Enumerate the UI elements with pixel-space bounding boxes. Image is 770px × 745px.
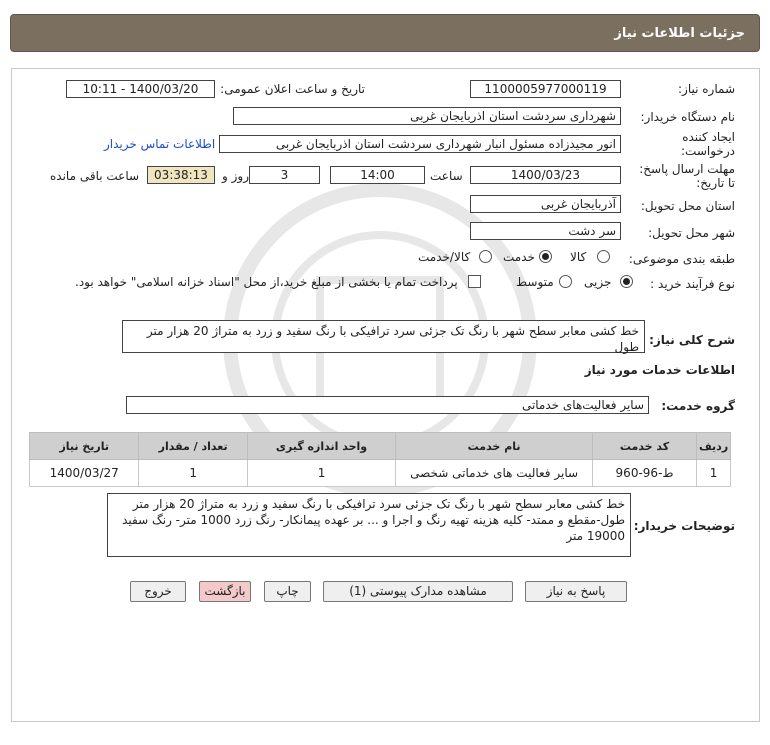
- purchase-option-medium: متوسط: [516, 275, 554, 289]
- announce-label: تاریخ و ساعت اعلان عمومی:: [220, 82, 365, 96]
- col-qty-header: تعداد / مقدار: [139, 433, 247, 460]
- category-radio-goods[interactable]: [597, 250, 610, 263]
- deadline-time-label: ساعت: [430, 169, 463, 183]
- cell-code: ط-96-960: [592, 460, 696, 487]
- treasury-note: پرداخت تمام یا بخشی از مبلغ خرید،از محل "اسناد خزانه اسلامی" خواهد بود.: [75, 275, 458, 289]
- category-radio-service[interactable]: [539, 250, 552, 263]
- deadline-time-field: 14:00: [330, 166, 425, 184]
- province-field: آذربایجان غربی: [470, 195, 621, 213]
- deadline-label-1: مهلت ارسال پاسخ:: [639, 162, 735, 176]
- page-title: جزئیات اطلاعات نیاز: [614, 26, 745, 41]
- announce-field: 1400/03/20 - 10:11: [66, 80, 215, 98]
- cell-qty: 1: [139, 460, 247, 487]
- treasury-checkbox[interactable]: [468, 275, 481, 288]
- buyer-field: شهرداری سردشت استان اذربایجان غربی: [233, 107, 621, 125]
- buyer-label: نام دستگاه خریدار:: [640, 110, 735, 124]
- category-option-service: خدمت: [503, 250, 535, 264]
- cell-unit: 1: [247, 460, 395, 487]
- buyer-notes-field: خط کشی معابر سطح شهر با رنگ تک جزئی سرد ترافیکی با رنگ سفید و زرد به متراژ 20 هزار متر طول-مقطع و ممتد- کلیه هزینه تهیه رنگ و اجرا و ... بر عهده پیمانکار- رنگ زرد 1000 متر- رنگ سفید 19000 متر: [107, 493, 631, 557]
- buyer-notes-label: توضیحات خریدار:: [633, 519, 735, 533]
- city-label: شهر محل تحویل:: [648, 226, 735, 240]
- deadline-days-label: روز و: [222, 169, 249, 183]
- buyer-contact-link[interactable]: اطلاعات تماس خریدار: [104, 137, 216, 151]
- need-number-field: 1100005977000119: [470, 80, 621, 98]
- reply-button[interactable]: پاسخ به نیاز: [525, 581, 627, 602]
- view-attachments-button[interactable]: مشاهده مدارک پیوستی (1): [323, 581, 513, 602]
- back-button[interactable]: بازگشت: [199, 581, 251, 602]
- purchase-option-minor: جزیی: [584, 275, 612, 289]
- need-number-label: شماره نیاز:: [678, 82, 735, 96]
- summary-label: شرح کلی نیاز:: [649, 333, 735, 347]
- deadline-days-field: 3: [249, 166, 320, 184]
- col-code-header: کد خدمت: [592, 433, 696, 460]
- cell-date: 1400/03/27: [30, 460, 139, 487]
- cell-row: 1: [697, 460, 731, 487]
- services-info-title: اطلاعات خدمات مورد نیاز: [584, 363, 735, 377]
- category-option-goods-service: کالا/خدمت: [418, 250, 471, 264]
- deadline-date-field: 1400/03/23: [470, 166, 621, 184]
- creator-field: انور مجیدزاده مسئول انبار شهرداری سردشت استان اذربایجان غربی: [219, 135, 621, 153]
- exit-button[interactable]: خروج: [130, 581, 186, 602]
- page-header: [10, 14, 760, 52]
- summary-field: خط کشی معابر سطح شهر با رنگ تک جزئی سرد ترافیکی با رنگ سفید و زرد به متراژ 20 هزار متر طول: [122, 320, 645, 353]
- col-name-header: نام خدمت: [396, 433, 593, 460]
- print-button[interactable]: چاپ: [264, 581, 311, 602]
- province-label: استان محل تحویل:: [640, 199, 735, 213]
- purchase-radio-medium[interactable]: [559, 275, 572, 288]
- services-table: [29, 432, 731, 487]
- col-unit-header: واحد اندازه گیری: [247, 433, 395, 460]
- purchase-radio-minor[interactable]: [620, 275, 633, 288]
- creator-label-1: ایجاد کننده: [682, 130, 735, 144]
- remaining-time-field: 03:38:13: [147, 166, 215, 184]
- city-field: سر دشت: [470, 222, 621, 240]
- table-row: [30, 460, 731, 487]
- deadline-label-2: تا تاریخ:: [696, 176, 735, 190]
- service-group-label: گروه خدمت:: [661, 399, 735, 413]
- category-option-goods: کالا: [570, 250, 587, 264]
- col-row-header: ردیف: [697, 433, 731, 460]
- category-radio-goods-service[interactable]: [479, 250, 492, 263]
- category-label: طبقه بندی موضوعی:: [628, 252, 735, 266]
- creator-label-2: درخواست:: [681, 144, 735, 158]
- table-header-row: [30, 433, 731, 460]
- cell-name: سایر فعالیت های خدماتی شخصی: [396, 460, 593, 487]
- purchase-type-label: نوع فرآیند خرید :: [650, 277, 735, 291]
- col-date-header: تاریخ نیاز: [30, 433, 139, 460]
- remaining-time-label: ساعت باقی مانده: [50, 169, 140, 183]
- service-group-field: سایر فعالیت‌های خدماتی: [126, 396, 649, 414]
